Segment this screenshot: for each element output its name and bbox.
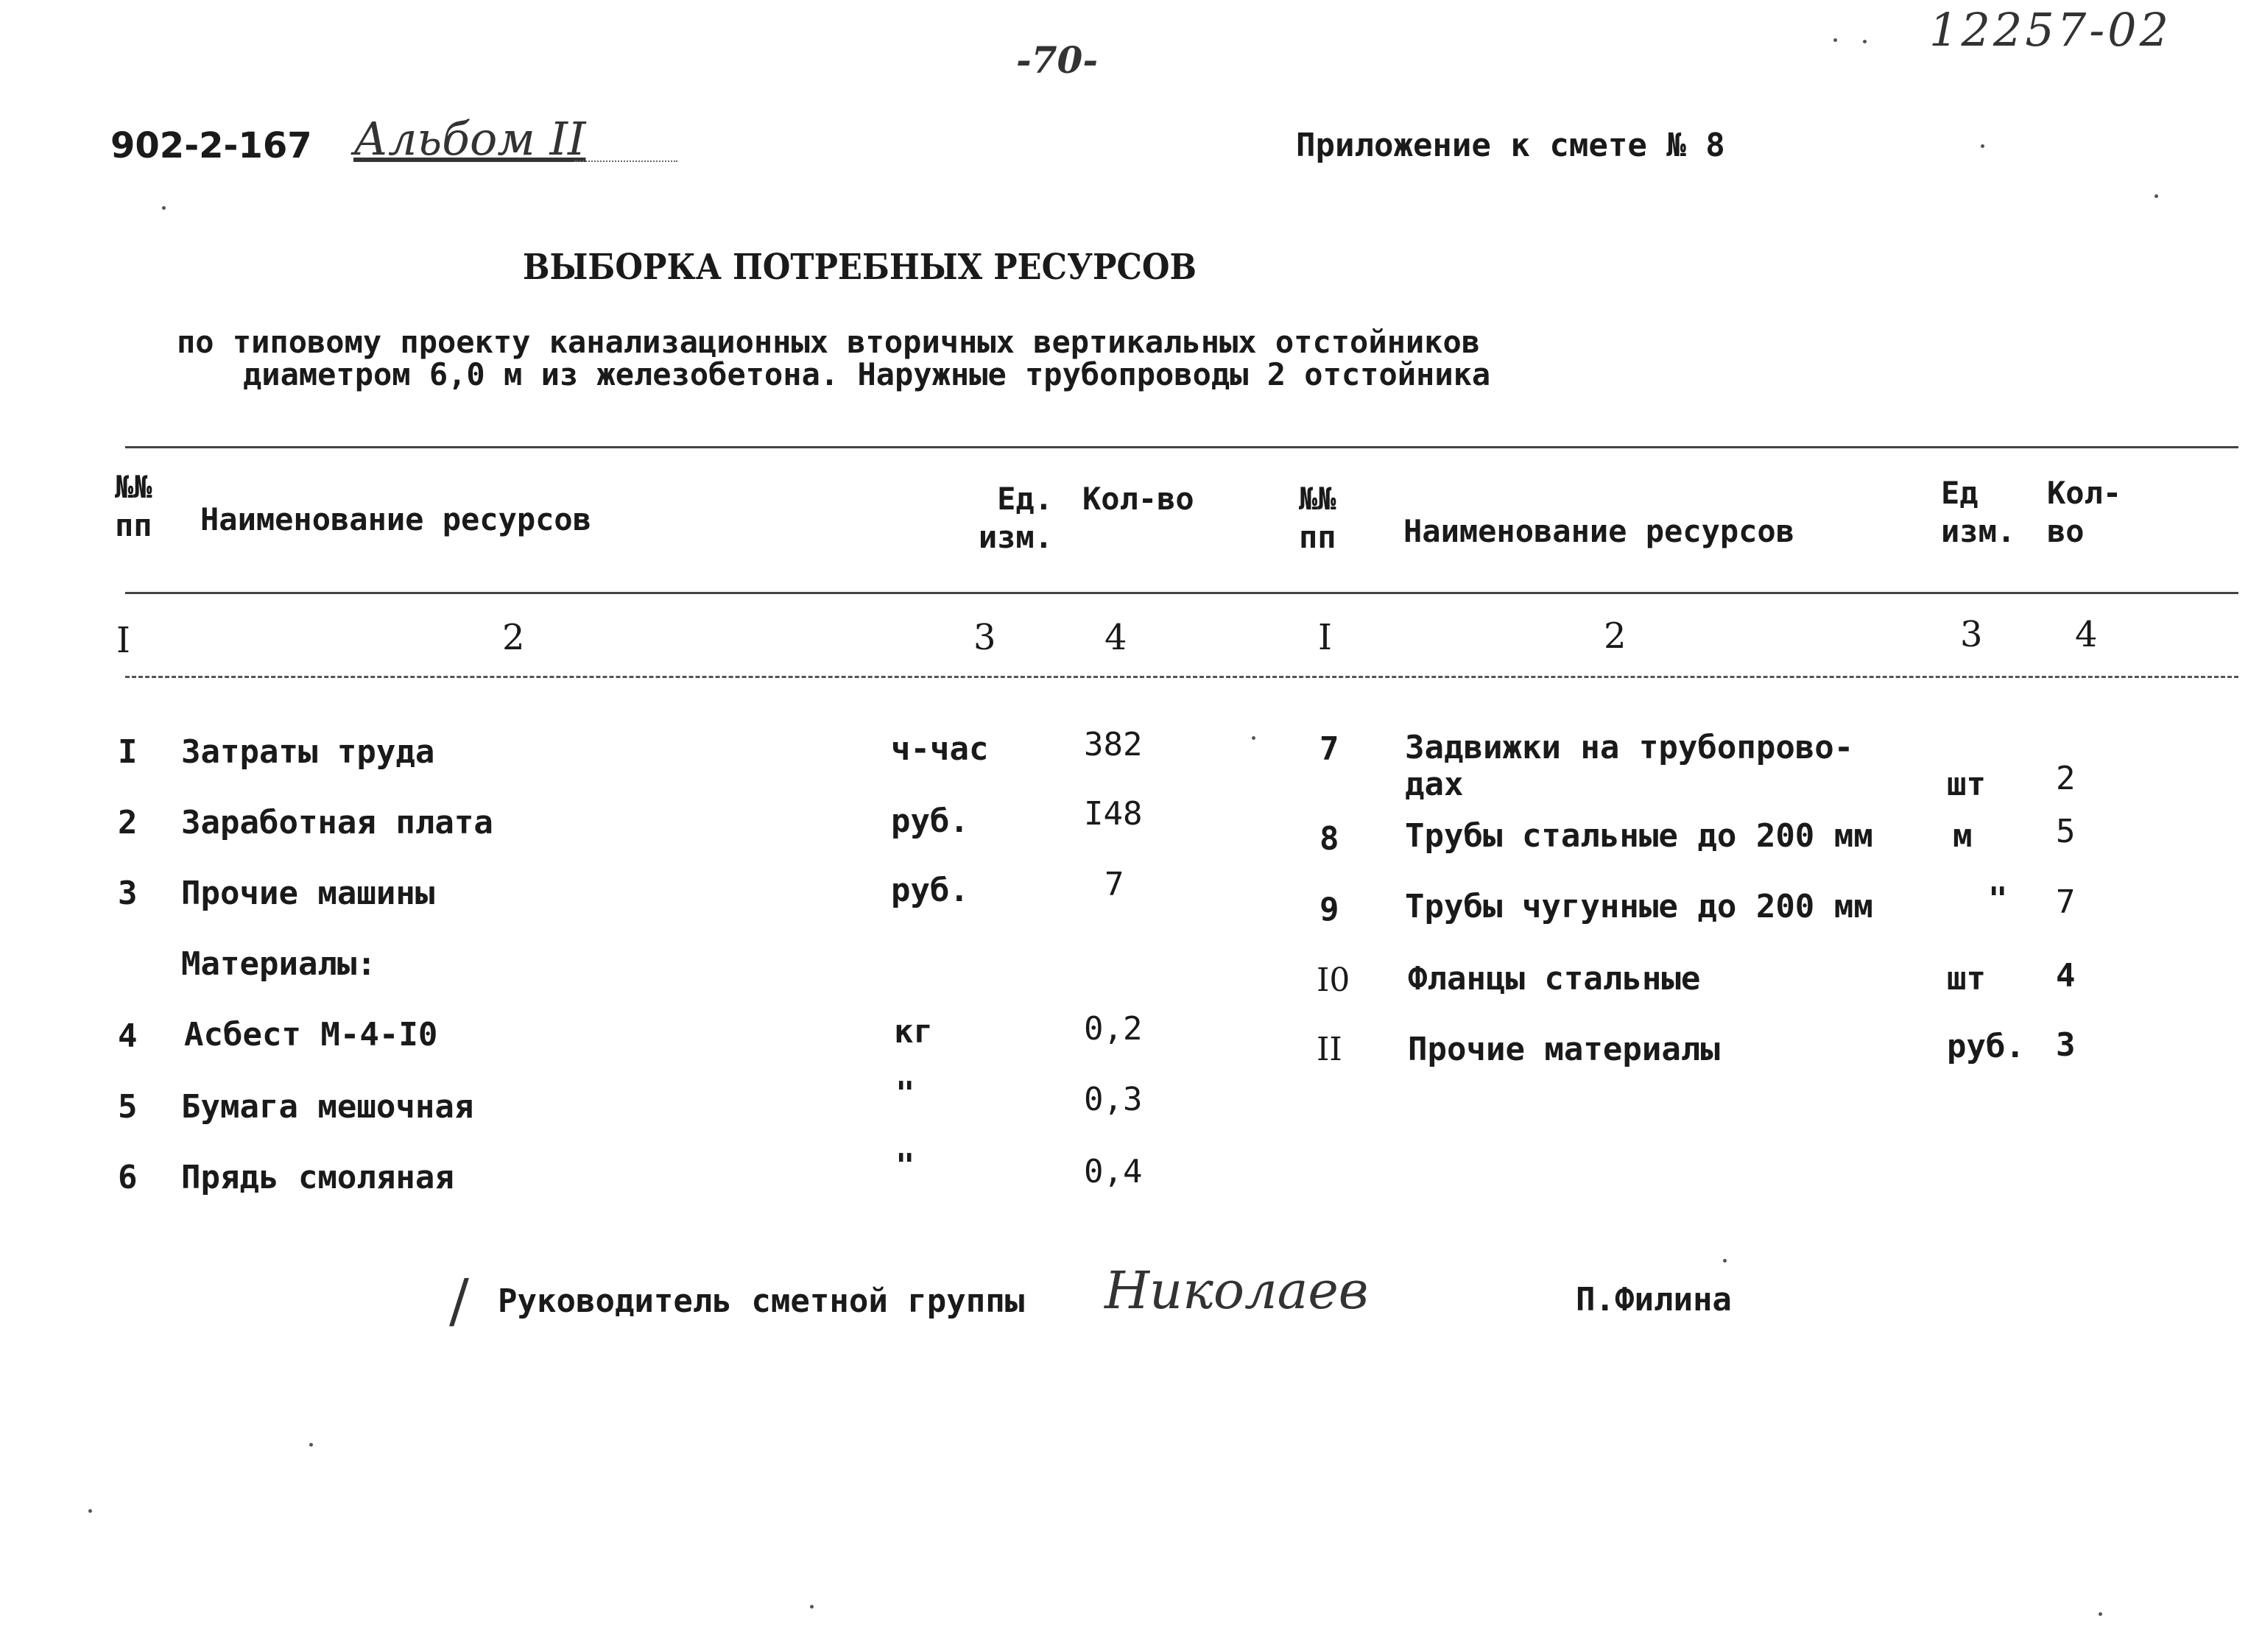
colnum-right-1: I xyxy=(1318,617,1332,658)
left-row-2-num: 2 xyxy=(118,804,138,841)
colnum-left-3: 3 xyxy=(973,617,996,658)
right-row-5-qty: 3 xyxy=(2056,1026,2076,1064)
scan-speck xyxy=(2099,1612,2102,1616)
album-underline xyxy=(574,160,677,162)
colnum-left-1: I xyxy=(116,620,130,661)
right-row-3-num: 9 xyxy=(1320,891,1339,928)
left-row-1-qty: 382 xyxy=(1084,726,1143,763)
right-row-3-qty: 7 xyxy=(2056,883,2076,921)
footer-slash: / xyxy=(449,1266,469,1335)
left-row-3-unit: руб. xyxy=(891,872,969,909)
header-unit-right: Ед изм. xyxy=(1941,475,2016,549)
header-qty-left: Кол-во xyxy=(1082,481,1194,517)
right-row-3-unit: " xyxy=(1988,880,2008,918)
left-row-6-num: 5 xyxy=(118,1088,138,1126)
table-top-rule xyxy=(125,446,2238,448)
footer-name: П.Филина xyxy=(1576,1281,1732,1319)
left-row-2-name: Заработная плата xyxy=(181,804,493,841)
right-row-1-num: 7 xyxy=(1320,730,1339,768)
scan-speck xyxy=(810,1605,814,1609)
left-row-7-num: 6 xyxy=(118,1159,138,1196)
left-row-5-qty: 0,2 xyxy=(1084,1010,1143,1048)
right-row-5-name: Прочие материалы xyxy=(1408,1031,1720,1068)
right-row-1-name: Задвижки на трубопрово- xyxy=(1405,729,1854,766)
left-row-4-name: Материалы: xyxy=(181,945,376,983)
right-row-2-unit: м xyxy=(1953,817,1973,855)
header-name-left: Наименование ресурсов xyxy=(200,501,592,537)
scan-speck xyxy=(1252,736,1255,740)
right-row-2-name: Трубы стальные до 200 мм xyxy=(1405,817,1873,855)
right-row-5-num: II xyxy=(1317,1031,1342,1068)
left-row-6-qty: 0,3 xyxy=(1084,1081,1143,1118)
subtitle-line-1: по типовому проекту канализационных вторичных вертикальных отстойников xyxy=(177,324,1481,360)
scan-speck xyxy=(1723,1259,1727,1263)
page-title: ВЫБОРКА ПОТРЕБНЫХ РЕСУРСОВ xyxy=(523,247,1197,288)
scan-speck xyxy=(1833,38,1837,42)
left-row-3-name: Прочие машины xyxy=(181,875,435,912)
left-row-7-name: Прядь смоляная xyxy=(181,1159,454,1196)
left-row-7-qty: 0,4 xyxy=(1084,1153,1143,1190)
header-name-right: Наименование ресурсов xyxy=(1403,513,1795,549)
left-row-6-name: Бумага мешочная xyxy=(181,1088,474,1126)
right-row-2-num: 8 xyxy=(1320,820,1339,858)
page-number: -70- xyxy=(1016,38,1099,82)
right-row-1-qty: 2 xyxy=(2056,760,2076,797)
right-row-4-qty: 4 xyxy=(2056,957,2076,995)
footer-signature: Николаев xyxy=(1104,1260,1369,1321)
table-colnum-rule xyxy=(125,676,2238,678)
left-row-2-unit: руб. xyxy=(891,802,969,840)
right-row-3-name: Трубы чугунные до 200 мм xyxy=(1405,888,1873,925)
right-row-4-name: Фланцы стальные xyxy=(1408,960,1701,998)
left-row-7-unit: " xyxy=(895,1147,915,1185)
table-header-rule xyxy=(125,592,2238,594)
scan-speck xyxy=(1863,40,1867,43)
header-num-right: №№ пп xyxy=(1299,481,1336,555)
scan-speck xyxy=(88,1509,92,1513)
right-row-1-name-cont: дах xyxy=(1405,766,1464,803)
header-unit-left: Ед. изм. xyxy=(978,481,1053,555)
colnum-left-4: 4 xyxy=(1104,617,1127,658)
left-row-5-unit: кг xyxy=(894,1013,933,1051)
left-row-6-unit: " xyxy=(895,1075,915,1112)
header-num-left: №№ пп xyxy=(115,469,152,543)
appendix-label: Приложение к смете № 8 xyxy=(1296,127,1725,164)
left-row-5-num: 4 xyxy=(118,1017,138,1055)
right-row-2-qty: 5 xyxy=(2056,813,2076,850)
left-row-3-qty: 7 xyxy=(1104,866,1124,903)
left-row-2-qty: I48 xyxy=(1084,795,1143,833)
left-row-1-num: I xyxy=(118,733,138,771)
scan-speck xyxy=(309,1443,313,1447)
right-row-1-unit: шт xyxy=(1947,766,1986,803)
album-label: Альбом II xyxy=(353,112,586,166)
colnum-right-4: 4 xyxy=(2075,614,2098,655)
left-row-1-unit: ч-час xyxy=(891,730,989,768)
scan-speck xyxy=(1981,144,1984,148)
left-row-3-num: 3 xyxy=(118,875,138,912)
scan-speck xyxy=(162,206,166,210)
colnum-right-2: 2 xyxy=(1604,615,1627,657)
footer-role: Руководитель сметной группы xyxy=(498,1282,1025,1320)
colnum-left-2: 2 xyxy=(502,617,525,658)
header-qty-right: Кол-во xyxy=(2047,475,2122,549)
subtitle-line-2: диаметром 6,0 м из железобетона. Наружные трубопроводы 2 отстойника xyxy=(243,356,1491,392)
left-row-1-name: Затраты труда xyxy=(181,733,435,771)
doc-number: 12257-02 xyxy=(1929,3,2172,57)
project-code: 902-2-167 xyxy=(110,125,312,166)
right-row-4-num: I0 xyxy=(1317,961,1350,999)
left-row-5-name: Асбест М-4-I0 xyxy=(184,1016,438,1053)
colnum-right-3: 3 xyxy=(1960,614,1983,655)
right-row-4-unit: шт xyxy=(1947,960,1986,998)
right-row-5-unit: руб. xyxy=(1947,1028,2025,1065)
scan-speck xyxy=(2154,194,2158,198)
